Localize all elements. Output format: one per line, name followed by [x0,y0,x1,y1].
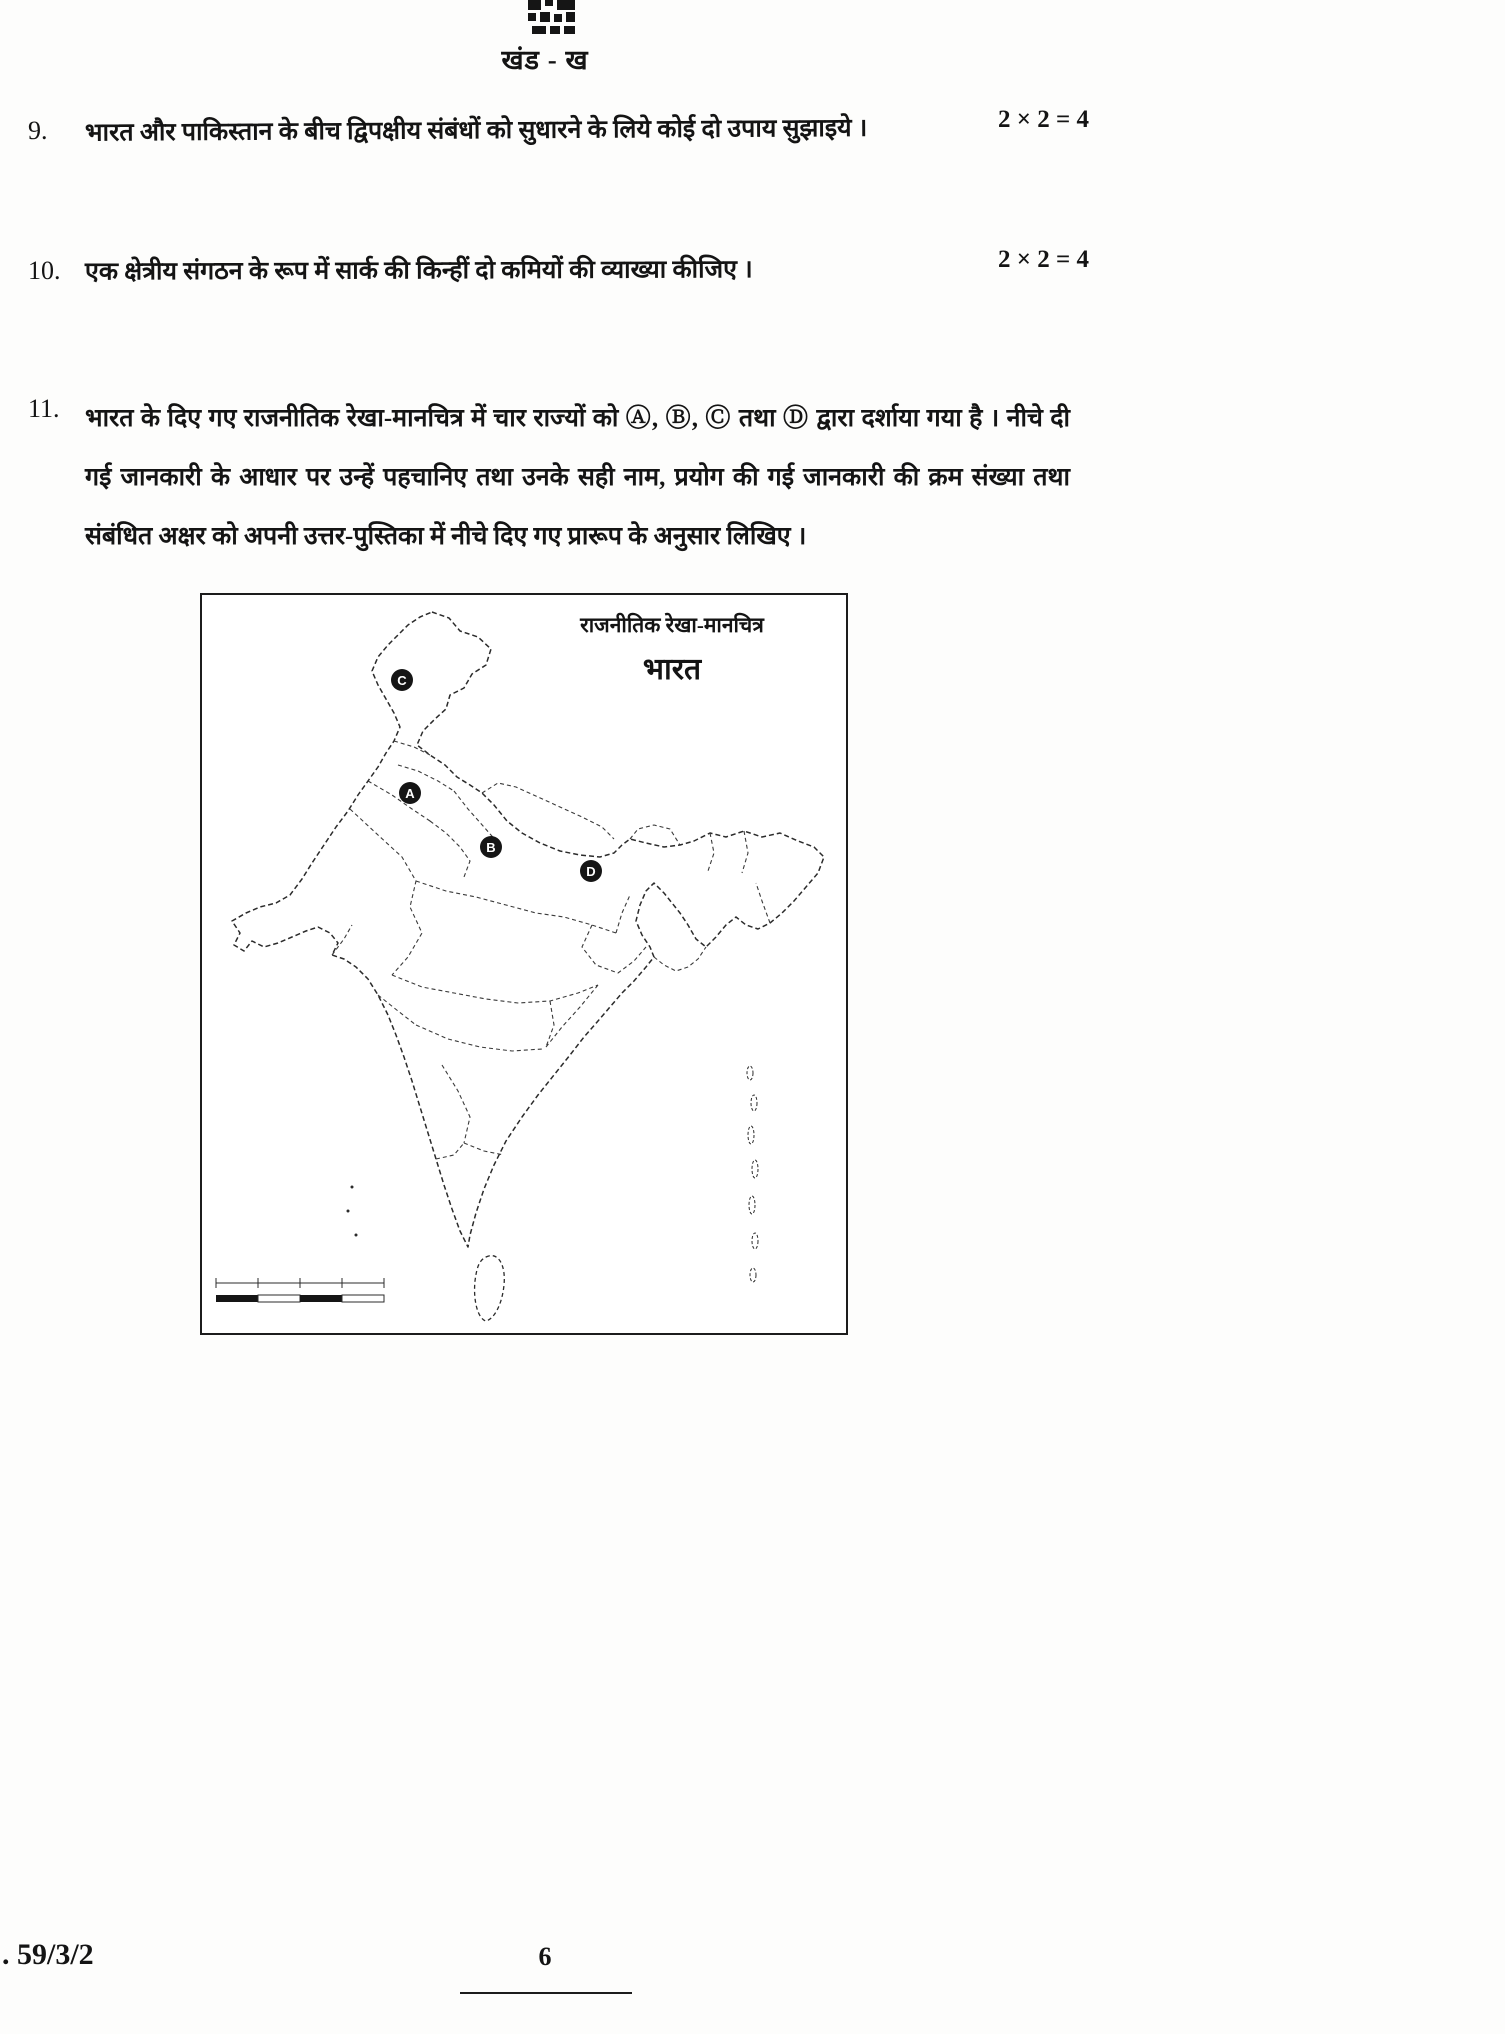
section-heading: खंड - ख [501,45,589,75]
india-map-panel [200,593,848,1335]
svg-text:A: A [405,786,415,801]
question-10-marks: 2 × 2 = 4 [998,246,1089,273]
question-11-number: 11. [28,394,60,423]
lakshadweep-islands [347,1186,358,1237]
andaman-islands [747,1066,758,1282]
svg-text:D: D [586,864,596,879]
page-number: 6 [538,1942,552,1971]
svg-text:C: C [397,673,407,688]
question-11-text: भारत के दिए गए राजनीतिक रेखा-मानचित्र में चार राज्यों को Ⓐ, Ⓑ, Ⓒ तथा Ⓓ द्वारा दर्शाया गया है । नीचे दी गई जानकारी के आधार पर उन्हें पहचानिए तथा उनके सही नाम, प्रयोग की गई जानकारी की क्रम संख्या तथा संबंधित अक्षर को अपनी उत्तर-पुस्तिका में नीचे दिए गए प्रारूप के अनुसार लिखिए । [85,405,1070,550]
map-marker-a [399,782,421,804]
map-marker-c [391,669,413,691]
question-10-number: 10. [28,256,61,285]
page-number-rule [460,1992,632,1994]
paper-code: . 59/3/2 [2,1938,94,1971]
state-boundaries [332,741,770,1159]
india-outer-boundary [232,612,824,1247]
question-11 [0,390,1505,566]
map-title [512,611,832,688]
india-outline-map [202,595,846,1333]
question-10 [0,246,1505,290]
question-9 [0,106,1505,150]
qr-code-icon [527,0,577,38]
question-9-marks: 2 × 2 = 4 [998,106,1089,133]
question-10-text: एक क्षेत्रीय संगठन के रूप में सार्क की किन्हीं दो कमियों की व्याख्या कीजिए । [84,256,753,286]
svg-text:B: B [486,840,496,855]
map-marker-b [480,836,502,858]
question-9-text: भारत और पाकिस्तान के बीच द्विपक्षीय संबंधों को सुधारने के लिये कोई दो उपाय सुझाइये । [84,114,868,147]
map-title-line2: भारत [642,653,702,686]
question-9-number: 9. [28,116,48,145]
map-marker-d [580,860,602,882]
sri-lanka-outline [475,1256,505,1321]
map-title-line1: राजनीतिक रेखा-मानचित्र [580,613,764,637]
map-scale-bar [216,1278,384,1302]
